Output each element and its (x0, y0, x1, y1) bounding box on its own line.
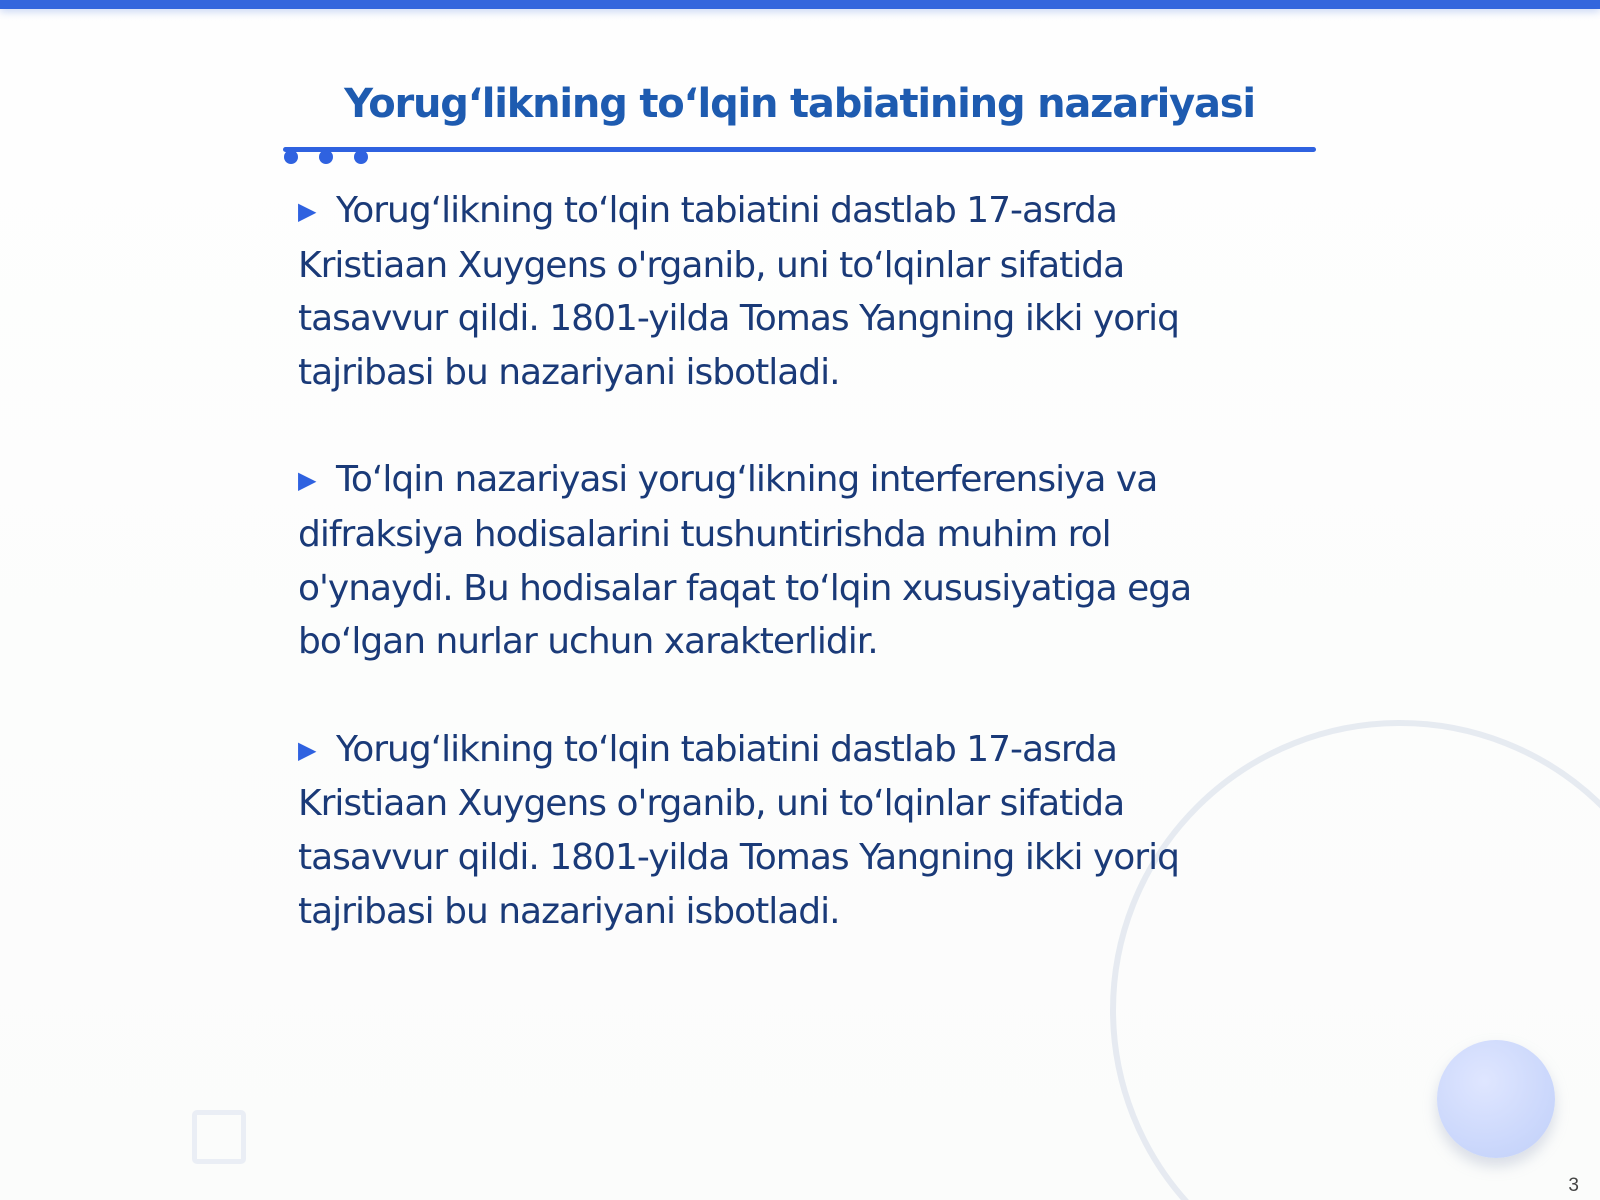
slide-title: Yorug‘likning to‘lqin tabiatining nazariyasi (344, 81, 1255, 127)
underline-dot (354, 150, 368, 164)
bullet-list (298, 184, 1258, 992)
bullet-text: To‘lqin nazariyasi yorug‘likning interferensiya va difraksiya hodisalarini tushuntirishda muhim rol o'ynaydi. Bu hodisalar faqat to‘lqin xususiyatiga ega bo‘lgan nurlar uchun xarakterlidir. (298, 459, 1192, 663)
page-number: 3 (1568, 1175, 1579, 1196)
triangle-bullet-icon: ▶ (298, 197, 316, 225)
underline-dot (319, 150, 333, 164)
background-square (192, 1110, 246, 1164)
background-bubble (1437, 1040, 1555, 1158)
bullet-item (298, 453, 1258, 668)
top-accent-bar (0, 0, 1600, 9)
title-underline (283, 147, 1316, 152)
triangle-bullet-icon: ▶ (298, 735, 316, 764)
bullet-text: Yorug‘likning to‘lqin tabiatini dastlab 17-asrda Kristiaan Xuygens o'rganib, uni to‘lqinlar sifatida tasavvur qildi. 1801-yilda Tomas Yangning ikki yoriq tajribasi bu nazariyani isbotladi. (298, 728, 1179, 932)
underline-dot (284, 150, 298, 164)
bullet-item (298, 184, 1258, 399)
bullet-text: Yorug‘likning to‘lqin tabiatini dastlab 17-asrda Kristiaan Xuygens o'rganib, uni to‘lqinlar sifatida tasavvur qildi. 1801-yilda Tomas Yangning ikki yoriq tajribasi bu nazariyani isbotladi. (298, 190, 1179, 393)
triangle-bullet-icon: ▶ (298, 466, 316, 495)
bullet-item (298, 723, 1258, 938)
